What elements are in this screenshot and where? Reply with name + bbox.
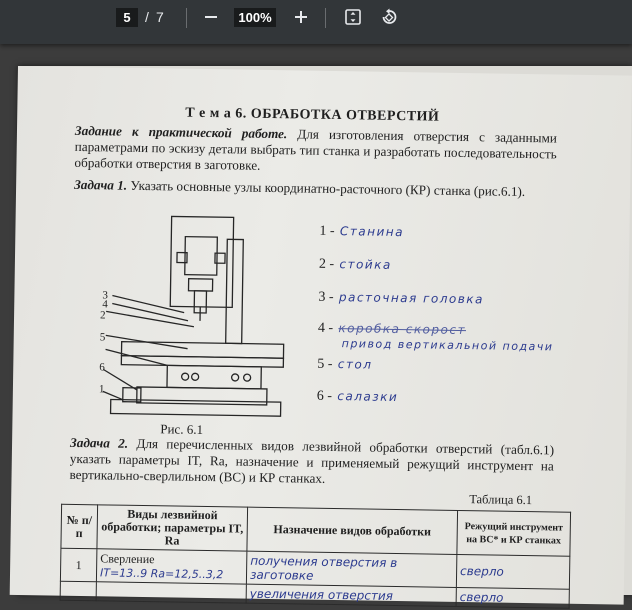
table-header: Режущий инструмент на ВС* и КР станках: [457, 510, 571, 556]
table-header: № п/п: [61, 504, 98, 549]
toolbar-divider: [186, 8, 187, 28]
figure-label: 3: [102, 289, 108, 301]
zoom-level-input[interactable]: 100%: [234, 8, 276, 27]
task2-label: Задача 2.: [70, 435, 128, 451]
page-title: Т е м а 6. ОБРАБОТКА ОТВЕРСТИЙ: [185, 106, 439, 126]
pdf-toolbar: [0, 0, 632, 44]
table-cell: увеличения отверстия: [246, 584, 456, 606]
pdf-page: [18, 66, 632, 595]
table-cell: [60, 581, 96, 601]
task-intro: [74, 123, 557, 179]
toolbar-divider: [325, 8, 326, 28]
table-cell: 1: [60, 548, 97, 582]
fit-page-button[interactable]: [341, 5, 365, 29]
rotate-icon: [380, 8, 398, 26]
figure-caption: Рис. 6.1: [160, 421, 203, 438]
zoom-out-icon: [204, 10, 218, 24]
zoom-out-button[interactable]: [199, 5, 223, 29]
figure-label: 6: [99, 361, 105, 373]
handwritten-answer: 3 - расточная головка: [318, 290, 484, 309]
task-intro-text: Для изготовления отверстия с заданными параметрами по эскизу детали выбрать тип станка и разработать последовательность обработки отверстия в заготовке.: [74, 126, 557, 172]
figure-label: 2: [100, 309, 106, 321]
table-cell: [96, 582, 246, 603]
task2: [69, 435, 554, 491]
table-caption: Таблица 6.1: [469, 492, 532, 508]
table-header-row: [61, 504, 571, 556]
figure-label: 1: [99, 383, 105, 395]
table-header: Виды лезвийной обработки; параметры IT, Ra: [97, 505, 248, 551]
rotate-button[interactable]: [377, 5, 401, 29]
total-pages: 7: [156, 8, 164, 27]
page-number-input[interactable]: 5: [116, 8, 138, 27]
task1: [74, 177, 556, 201]
figure-label: 4: [102, 298, 108, 310]
handwritten-answer: 6 - салазки: [317, 389, 399, 406]
handwritten-answer: 5 - стол: [317, 357, 372, 374]
zoom-in-button[interactable]: [289, 5, 313, 29]
page-separator: /: [145, 8, 149, 27]
machine-figure: [74, 207, 307, 421]
task1-text: Указать основные узлы координатно-расточного (КР) станка (рис.6.1).: [130, 178, 525, 199]
task-intro-label: Задание к практической работе.: [75, 123, 288, 141]
table-cell: сверло: [456, 587, 569, 608]
handwritten-answer: 1 - Станина: [319, 224, 404, 241]
handwritten-answer: 2 - стойка: [319, 257, 392, 274]
figure-label: 5: [100, 331, 106, 343]
handwritten-answer: 4 - коробка скорост привод вертикальной подачи: [318, 321, 578, 354]
table-6-1: [60, 504, 571, 609]
task1-label: Задача 1.: [74, 177, 127, 193]
table-header: Назначение видов обработки: [247, 507, 458, 554]
column-drawing: [226, 239, 244, 343]
fit-page-icon: [344, 8, 362, 26]
table-cell: получения отверстия в заготовке: [246, 551, 456, 587]
task2-text: Для перечисленных видов лезвийной обработки отверстий (табл.6.1) указать параметры IT, Ra, назначение и применяемый режущий инструмент на вертикально-сверлильном (ВС) и КР станках.: [69, 436, 554, 486]
zoom-in-icon: [294, 10, 308, 24]
table-cell: Сверление IT=13..9 Ra=12,5..3,2: [96, 549, 246, 584]
table-cell: сверло: [456, 554, 570, 589]
spindle-head-drawing: [170, 216, 233, 307]
